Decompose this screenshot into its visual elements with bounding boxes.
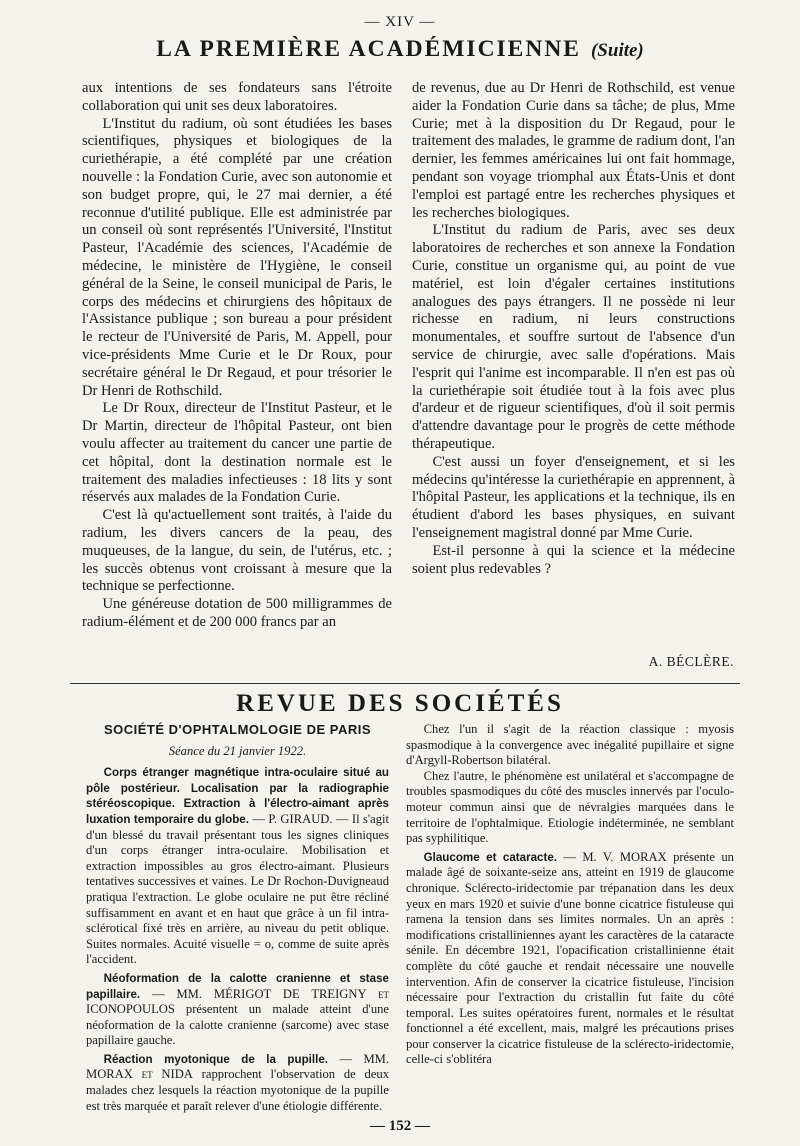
page-number: — 152 — [370,1118,430,1134]
revue-entry [86,765,389,968]
article-paragraph: L'Institut du radium, où sont étudiées les bases scientifiques, physiques et biologiques de la curiethérapie, a été complété par une création nouvelle : la Fondation Curie, avec son autonomie et son budget propre, qui, le 27 mai dernier, a été reconnue d'utilité publique. Elle est administrée par un conseil où sont représentés l'Université, l'Institut Pasteur, l'Académie des sciences, l'Académie de médecine, le ministère de l'Hygiène, le conseil général de la Seine, le conseil municipal de Paris, le corps des médecins et chirurgiens des hôpitaux de l'Assistance publique ; son bureau a pour président le recteur de l'Université de Paris, M. Appell, pour vice-présidents Mme Curie et le Dr Roux, pour secrétaire général le Dr Regaud, et pour trésorier le Dr Henri de Rothschild. [82,115,392,399]
article-paragraph: Le Dr Roux, directeur de l'Institut Pasteur, et le Dr Martin, directeur de l'hôpital Pasteur, ont bien voulu affecter au traitement du cancer une partie de cet hôpital, dont la destination normale est le traitement des maladies infectieuses : 18 lits y sont réservés aux malades de la Fondation Curie. [82,400,392,506]
article-right-column [412,80,735,650]
revue-paragraph: Chez l'un il s'agit de la réaction classique : myosis spasmodique à la convergence avec inégalité pupillaire et signe d'Argyll-Robertson bilatéral. [406,722,734,768]
section-title: REVUE DES SOCIÉTÉS [236,690,564,717]
section-divider [70,683,740,684]
article-paragraph: L'Institut du radium de Paris, avec ses deux laboratoires de recherches et son annexe la Fondation Curie, constitue un organisme qui, au point de vue matériel, est loin d'égaler certaines institutions analogues des pays étrangers. Il ne possède ni leur richesse en radium, ni leurs constructions monumentales, et souffre surtout de l'absence d'un service de chirurgie, avec salle d'opérations. Mais l'esprit qui l'anime est incomparable. Il n'en est pas où la curiethérapie soit étudiée tout à la fois avec plus d'ardeur et de rigueur scientifiques, d'où il soit permis d'attendre davantage pour le progrès de cette méthode thérapeutique. [412,222,735,452]
entry-lead: Corps étranger magnétique intra-oculaire situé au pôle postérieur. Localisation par la radiographie stéréoscopique. Extraction à l'électro-aimant après luxation temporaire du globe. [86,766,389,826]
entry-author: — P. GIRAUD. [252,811,333,826]
article-paragraph: aux intentions de ses fondateurs sans l'étroite collaboration qui unit ses deux laboratoires. [82,80,392,114]
entry-text: — Il s'agit d'un blessé du travail présentant tous les signes cliniques d'un corps étranger intra-oculaire. Mobilisation et extraction impossibles au gros électro-aimant. Plusieurs tentatives successives et vaines. Le Dr Rochon-Duvigneaud pratiqua l'extraction. Le globe oculaire ne put être récliné suffisamment en avant et en haut que grâce à un fil intra-sclérotical fixé très en arrière, au niveau du petit oblique. Suites normales. Acuité visuelle = o, comme de suite après l'accident. [86,811,389,967]
revue-entry [86,971,389,1049]
article-paragraph: Une généreuse dotation de 500 milligrammes de radium-élément et de 200 000 francs par an [82,596,392,630]
article-title-text: LA PREMIÈRE ACADÉMICIENNE [156,36,581,62]
entry-text: présente un malade âgé de soixante-seize ans, atteint en 1919 de glaucome chronique. Sclérecto-iridectomie par trépanation dans les deux yeux en mars 1920 et suivie d'une bonne cicatrice fistuleuse qui ramena la tension dans ses limites normales. Un an après : modifications cristalliniennes ayant les caractères de la cataracte sénile. En décembre 1921, l'opacification cristallinienne était complète du côté gauche et rendait nécessaire une nouvelle intervention. Afin de conserver la cicatrice fistuleuse, l'incision nécessaire pour l'extraction du cristallin fut faite du côté temporal. Les suites opératoires furent, normales et le résultat fonctionnel a été excellent, mais, malgré les précautions prises pour conserver la cicatrice fistuleuse de la sclérecto-iridectomie, celle-ci s'oblitéra [406,849,734,1067]
entry-lead: Néoformation de la calotte cranienne et stase papillaire. [86,971,389,1001]
revue-entry [86,1052,389,1114]
article-paragraph: C'est aussi un foyer d'enseignement, et si les médecins qu'intéresse la curiethérapie en apprennent, à l'hôpital Pasteur, les applications et la technique, ils en étudient d'abord les bases physiques, en suivant l'enseignement magistral donné par Mme Curie. [412,453,735,541]
entry-lead: Réaction myotonique de la pupille. [103,1052,329,1066]
entry-author: — MM. MORAX et NIDA [86,1051,389,1082]
revue-right-column [406,722,734,1107]
entry-text: présentent un malade atteint d'une néoformation de la calotte cranienne (sarcome) avec stase papillaire gauche. [86,1002,389,1048]
article-left-column [82,80,392,632]
article-paragraph: Est-il personne à qui la science et la médecine soient plus redevables ? [412,542,735,577]
entry-author: — MM. MÉRIGOT DE TREIGNY et ICONOPOULOS [86,986,389,1017]
article-paragraph: C'est là qu'actuellement sont traités, à l'aide du radium, les divers cancers de la peau, des muqueuses, de la langue, du sein, de l'utérus, etc. ; les succès obtenus vont croissant à mesure que la technique se perfectionne. [82,507,392,595]
society-name: SOCIÉTÉ D'OPHTALMOLOGIE DE PARIS [103,722,372,737]
article-signature: A. BÉCLÈRE. [648,654,734,669]
article-title-suite: (Suite) [590,40,644,61]
entry-author: — M. V. MORAX [563,849,667,864]
page-roman-numeral: — XIV — [364,14,436,30]
entry-text: rapprochent l'observation de deux malades chez lesquels la réaction myotonique de la pupille est très marquée et paraît relever d'une étiologie différente. [86,1067,389,1113]
revue-paragraph: Chez l'autre, le phénomène est unilatéral et s'accompagne de troubles spasmodiques du côté des muscles innervés par l'oculo-moteur commun ainsi que de névralgies marquées dans le territoire de l'ophtalmique. Etiologie indéterminée, ne semblant pas syphilitique. [406,768,734,846]
entry-lead: Glaucome et cataracte. [423,850,558,864]
article-paragraph: de revenus, due au Dr Henri de Rothschild, est venue aider la Fondation Curie dans sa tâche; de plus, Mme Curie; met à la disposition du Dr Regaud, pour le traitement des malades, le gramme de radium dont, l'an dernier, les femmes américaines lui ont fait hommage, pendant son voyage triomphal aux États-Unis et dont l'emploi est partagé entre les recherches physiques et les recherches biologiques. [412,80,735,221]
revue-entry [406,850,734,1068]
article-title [60,36,740,63]
seance-date: Séance du 21 janvier 1922. [168,743,307,758]
revue-left-column [86,722,389,1114]
